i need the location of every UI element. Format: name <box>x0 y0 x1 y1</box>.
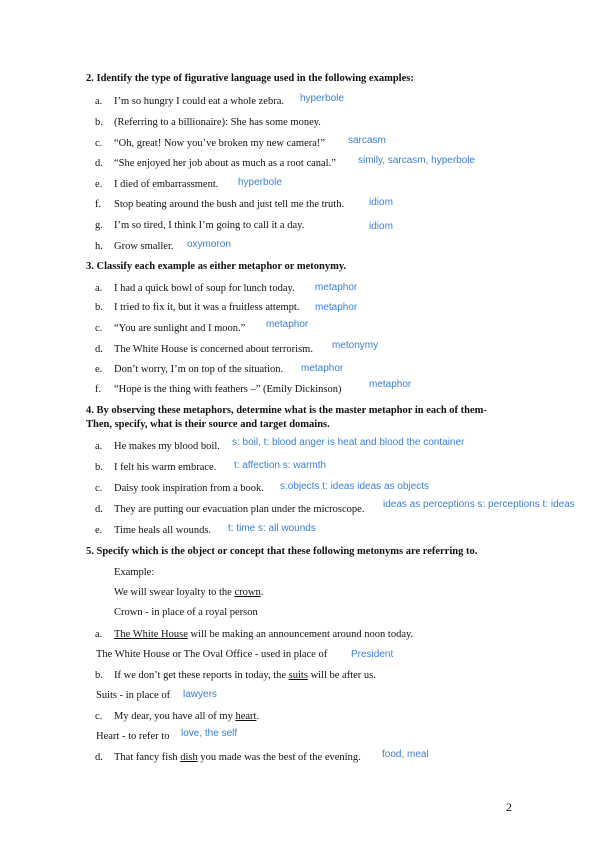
q2c-answer[interactable]: sarcasm <box>348 135 386 146</box>
q4e-label: e. <box>95 525 103 536</box>
q2b-label: b. <box>95 117 103 128</box>
q5d-label: d. <box>95 752 103 763</box>
q2a-answer[interactable]: hyperbole <box>300 93 344 104</box>
q2d-answer[interactable]: simily, sarcasm, hyperbole <box>358 155 476 166</box>
q3a-answer[interactable]: metaphor <box>315 282 358 293</box>
q3f-answer[interactable]: metaphor <box>369 379 412 390</box>
q3d-label: d. <box>95 344 103 355</box>
q5a-label: a. <box>95 629 103 640</box>
q4a-text: He makes my blood boil. <box>114 441 220 452</box>
q3b-answer[interactable]: metaphor <box>315 302 358 313</box>
q2a-text: I’m so hungry I could eat a whole zebra. <box>114 96 284 107</box>
q2d-label: d. <box>95 158 103 169</box>
q4e-answer[interactable]: t: time s: all wounds <box>228 523 316 534</box>
q3b-label: b. <box>95 302 103 313</box>
q5-heading: 5. Specify which is the object or concept that these following metonyms are referring to. <box>86 546 478 557</box>
q2e-label: e. <box>95 179 103 190</box>
q5-example-label: Example: <box>114 567 155 578</box>
q5b-text: If we don’t get these reports in today, the suits will be after us. <box>114 670 376 681</box>
q3-heading: 3. Classify each example as either metaphor or metonymy. <box>86 261 347 272</box>
q5-example-answer: Crown - in place of a royal person <box>114 607 258 618</box>
q2b-text: (Referring to a billionaire): She has some money. <box>114 117 321 128</box>
q5c-text: My dear, you have all of my heart. <box>114 711 260 722</box>
q2d-text: “She enjoyed her job about as much as a root canal.” <box>114 158 336 169</box>
q2h-answer[interactable]: oxymoron <box>187 239 231 250</box>
q5c-label: c. <box>95 711 103 722</box>
q4b-text: I felt his warm embrace. <box>114 462 217 473</box>
q3e-label: e. <box>95 364 103 375</box>
q2c-label: c. <box>95 138 103 149</box>
q2-heading: 2. Identify the type of figurative language used in the following examples: <box>86 73 414 84</box>
q5a-text: The White House will be making an announcement around noon today. <box>114 629 414 640</box>
q3c-text: “You are sunlight and I moon.” <box>114 323 246 334</box>
q4-heading-line2: Then, specify, what is their source and target domains. <box>86 419 330 430</box>
q4d-answer[interactable]: ideas as perceptions s: perceptions t: ideas <box>383 499 575 510</box>
q5d-answer[interactable]: food, meal <box>382 749 429 760</box>
q2c-text: “Oh, great! Now you’ve broken my new camera!” <box>114 138 326 149</box>
q3d-text: The White House is concerned about terrorism. <box>114 344 313 355</box>
q2g-label: g. <box>95 220 103 231</box>
q4-heading-line1: 4. By observing these metaphors, determine what is the master metaphor in each of them- <box>86 405 487 416</box>
q2e-text: I died of embarrassment. <box>114 179 219 190</box>
q3c-label: c. <box>95 323 103 334</box>
q5d-text: That fancy fish dish you made was the best of the evening. <box>114 752 361 763</box>
q4c-label: c. <box>95 483 103 494</box>
q4c-text: Daisy took inspiration from a book. <box>114 483 264 494</box>
q3f-text: “Hope is the thing with feathers –” (Emily Dickinson) <box>114 384 342 395</box>
q5a-response: The White House or The Oval Office - used in place of <box>96 649 328 660</box>
q2h-text: Grow smaller. <box>114 241 174 252</box>
q5a-answer[interactable]: President <box>351 649 394 660</box>
q4e-text: Time heals all wounds. <box>114 525 212 536</box>
q5c-response: Heart - to refer to <box>96 731 170 742</box>
q3a-text: I had a quick bowl of soup for lunch today. <box>114 283 295 294</box>
q4a-label: a. <box>95 441 103 452</box>
q2g-answer[interactable]: idiom <box>369 221 393 232</box>
q2f-label: f. <box>95 199 102 210</box>
q2f-text: Stop beating around the bush and just tell me the truth. <box>114 199 345 210</box>
q4b-label: b. <box>95 462 103 473</box>
q3b-text: I tried to fix it, but it was a fruitless attempt. <box>114 302 300 313</box>
q3d-answer[interactable]: metonymy <box>332 340 379 351</box>
q4a-answer[interactable]: s: boil, t: blood anger is heat and blood the container <box>232 437 465 448</box>
q2a-label: a. <box>95 96 103 107</box>
q2f-answer[interactable]: idiom <box>369 197 393 208</box>
q4c-answer[interactable]: s:objects t: ideas ideas as objects <box>280 481 429 492</box>
q3e-answer[interactable]: metaphor <box>301 363 344 374</box>
q4b-answer[interactable]: t: affection s: warmth <box>234 460 327 471</box>
q5b-answer[interactable]: lawyers <box>183 689 217 700</box>
q2h-label: h. <box>95 241 103 252</box>
q3e-text: Don’t worry, I’m on top of the situation. <box>114 364 284 375</box>
q3f-label: f. <box>95 384 102 395</box>
q5b-label: b. <box>95 670 103 681</box>
q3a-label: a. <box>95 283 103 294</box>
page-number: 2 <box>506 800 512 814</box>
q4d-label: d. <box>95 504 103 515</box>
q2e-answer[interactable]: hyperbole <box>238 177 282 188</box>
q3c-answer[interactable]: metaphor <box>266 319 309 330</box>
q4d-text: They are putting our evacuation plan under the microscope. <box>114 504 365 515</box>
q5-example-sentence: We will swear loyalty to the crown. <box>114 587 264 598</box>
q5b-response: Suits - in place of <box>96 690 171 701</box>
q5c-answer[interactable]: love, the self <box>181 728 238 739</box>
q2g-text: I’m so tired, I think I’m going to call it a day. <box>114 220 305 231</box>
